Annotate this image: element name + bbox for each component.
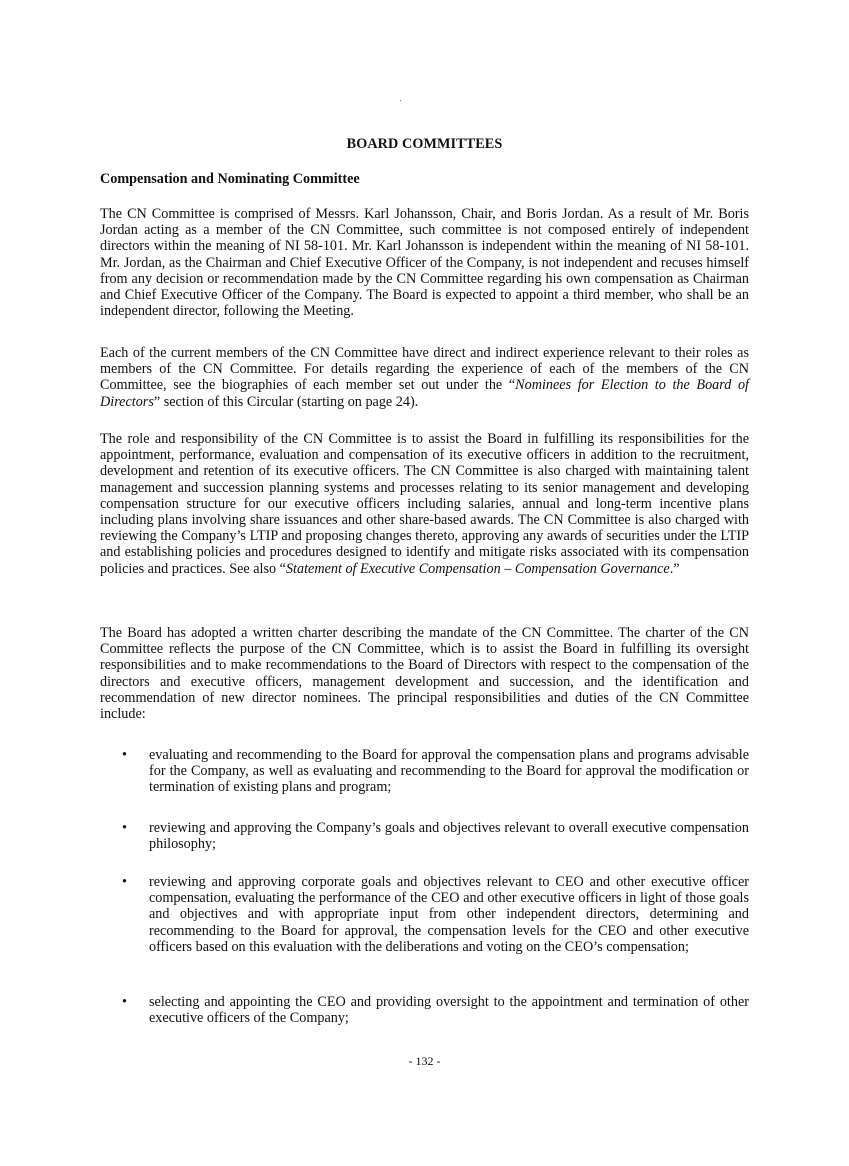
paragraph-composition: The CN Committee is comprised of Messrs. Karl Johansson, Chair, and Boris Jordan. As a result of Mr. Boris Jordan acting as a member of the CN Committee, such committee is not composed entirely of independent directors within the meaning of NI 58-101. Mr. Karl Johansson is independent within the meaning of NI 58-101. Mr. Jordan, as the Chairman and Chief Executive Officer of the Company, is not independent and recuses himself from any decision or recommendation made by the CN Committee regarding his own compensation as Chairman and Chief Executive Officer of the Company. The Board is expected to appoint a third member, who shall be an independent director, following the Meeting. (100, 206, 749, 320)
paragraph-experience (100, 345, 749, 410)
bullet-icon: • (122, 994, 127, 1010)
bullet-icon: • (122, 747, 127, 763)
paragraph-experience-reference: Nominees for Election to the Board of Directors (100, 377, 749, 410)
page-number: - 132 - (408, 1054, 441, 1068)
paragraph-experience-text: Each of the current members of the CN Committee have direct and indirect experience relevant to their roles as members of the CN Committee. For details regarding the experience of each of the members of the CN Committee, see the biographies of each member set out under the “ (100, 345, 749, 394)
bullet-icon: • (122, 874, 127, 890)
list-item-text: reviewing and approving corporate goals and objectives relevant to CEO and other executive officer compensation, evaluating the performance of the CEO and other executive officers in light of those goals and objectives and with appropriate input from other independent directors, determining and recommending to the Board for approval, the compensation levels for the CEO and other executive officers based on this evaluation with the deliberations and voting on the CEO’s compensation; (149, 874, 749, 955)
paragraph-charter: The Board has adopted a written charter describing the mandate of the CN Committee. The charter of the CN Committee reflects the purpose of the CN Committee, which is to assist the Board in fulfilling its oversight responsibilities and to make recommendations to the Board of Directors with respect to the compensation of the directors and executive officers, management development and succession, and the identification and recommendation of new director nominees. The principal responsibilities and duties of the CN Committee include: (100, 625, 749, 723)
page-title: BOARD COMMITTEES (346, 136, 503, 152)
section-heading: Compensation and Nominating Committee (100, 171, 360, 187)
paragraph-role (100, 431, 749, 577)
paragraph-experience-text-end: ” section of this Circular (starting on page 24). (153, 393, 419, 410)
list-item-text: reviewing and approving the Company’s goals and objectives relevant to overall executive compensation philosophy; (149, 820, 749, 853)
list-item-text: evaluating and recommending to the Board for approval the compensation plans and programs advisable for the Company, as well as evaluating and recommending to the Board for approval the modification or termination of existing plans and program; (149, 747, 749, 796)
paragraph-role-text: The role and responsibility of the CN Committee is to assist the Board in fulfilling its responsibilities for the appointment, performance, evaluation and compensation of its executive officers in addition to the recruitment, development and retention of its executive officers. The CN Committee is also charged with maintaining talent management and succession planning systems and processes relating to its senior management and developing compensation structure for our executive officers including salaries, annual and long-term incentive plans including plans involving share issuances and other share-based awards. The CN Committee is also charged with reviewing the Company’s LTIP and proposing changes thereto, approving any awards of securities under the LTIP and establishing policies and procedures designed to identify and mitigate risks associated with its compensation policies and practices. See also “ (100, 431, 749, 577)
paragraph-role-text-end: .” (669, 560, 680, 577)
bullet-icon: • (122, 820, 127, 836)
paragraph-role-reference: Statement of Executive Compensation – Compensation Governance (285, 560, 670, 577)
list-item-text: selecting and appointing the CEO and providing oversight to the appointment and termination of other executive officers of the Company; (149, 994, 749, 1027)
stray-mark (400, 100, 401, 101)
